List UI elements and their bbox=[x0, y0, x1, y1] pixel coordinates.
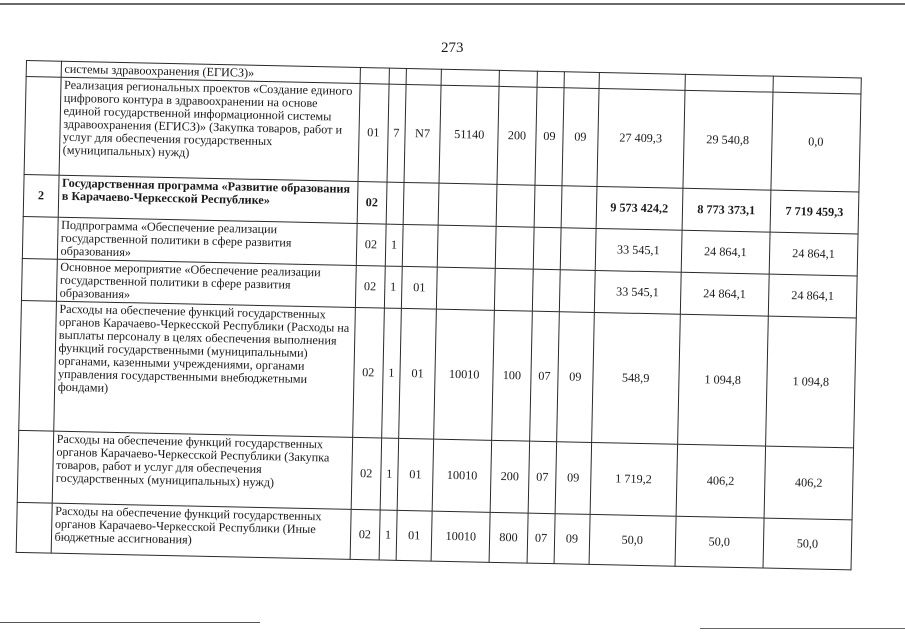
cell-c4: 10010 bbox=[434, 309, 494, 440]
cell-c6 bbox=[534, 185, 562, 228]
cell-c3 bbox=[406, 68, 442, 85]
cell-c3 bbox=[402, 224, 439, 267]
cell-no bbox=[24, 77, 61, 176]
cell-v3: 7 719 459,3 bbox=[770, 190, 859, 234]
cell-c5 bbox=[495, 226, 534, 269]
cell-c2 bbox=[386, 182, 404, 224]
cell-c1: 02 bbox=[355, 265, 385, 308]
cell-c4 bbox=[437, 267, 496, 310]
cell-v2: 29 540,8 bbox=[683, 90, 773, 190]
cell-c2: 1 bbox=[380, 438, 398, 510]
cell-c1: 02 bbox=[350, 509, 380, 560]
cell-c4: 10010 bbox=[433, 439, 492, 512]
cell-c1 bbox=[360, 67, 390, 84]
cell-c5: 200 bbox=[490, 440, 529, 513]
cell-c5 bbox=[499, 70, 537, 87]
cell-c5: 800 bbox=[489, 512, 528, 563]
cell-c6: 07 bbox=[528, 441, 557, 514]
cell-v3: 1 094,8 bbox=[765, 316, 856, 448]
cell-v1: 50,0 bbox=[589, 514, 676, 566]
cell-no bbox=[21, 258, 56, 301]
cell-c4 bbox=[441, 69, 499, 86]
cell-no bbox=[17, 430, 53, 503]
cell-c4 bbox=[438, 225, 497, 268]
table-row bbox=[24, 77, 861, 192]
cell-v1: 9 573 424,2 bbox=[596, 186, 683, 230]
page-number: 273 bbox=[441, 40, 464, 56]
cell-c2: 1 bbox=[384, 266, 402, 308]
footer-rule-right bbox=[700, 628, 905, 629]
cell-no bbox=[19, 300, 56, 431]
cell-v2: 50,0 bbox=[675, 516, 764, 568]
cell-c7 bbox=[559, 270, 594, 313]
cell-v1 bbox=[599, 73, 685, 91]
cell-v2: 1 094,8 bbox=[677, 314, 768, 446]
cell-c1: 02 bbox=[351, 437, 382, 510]
cell-c7 bbox=[560, 228, 595, 271]
cell-c6 bbox=[533, 227, 561, 270]
cell-c3 bbox=[403, 182, 440, 225]
cell-c3: 01 bbox=[398, 308, 436, 439]
cell-no bbox=[22, 216, 57, 259]
cell-v3: 406,2 bbox=[764, 446, 854, 520]
cell-v2 bbox=[685, 74, 773, 92]
cell-c3: N7 bbox=[404, 84, 442, 183]
cell-name: системы здравоохранения (ЕГИСЗ)» bbox=[61, 61, 360, 83]
footer-rule-left bbox=[0, 622, 260, 623]
cell-name: Основное мероприятие «Обеспечение реализации государственной политики в сфере развития образования» bbox=[56, 259, 356, 307]
cell-c2: 1 bbox=[385, 224, 403, 266]
cell-c5 bbox=[494, 268, 533, 311]
cell-c4 bbox=[438, 183, 497, 226]
cell-c1: 02 bbox=[356, 223, 386, 266]
cell-c5: 100 bbox=[492, 310, 532, 441]
cell-v1: 33 545,1 bbox=[595, 228, 682, 272]
cell-v2: 8 773 373,1 bbox=[682, 188, 771, 232]
cell-c2 bbox=[389, 68, 406, 84]
cell-c2: 7 bbox=[387, 84, 406, 182]
cell-c3: 01 bbox=[397, 438, 434, 511]
cell-c5: 200 bbox=[497, 86, 537, 185]
top-scan-edge bbox=[0, 3, 905, 5]
cell-c3: 01 bbox=[396, 510, 433, 561]
cell-c6 bbox=[532, 269, 560, 312]
cell-v2: 24 864,1 bbox=[681, 230, 770, 274]
cell-name: Расходы на обеспечение функций государственных органов Карачаево-Черкесской Республики (Закупка товаров, работ и услуг для обеспечения государственных (муниципальных) нужд) bbox=[52, 431, 352, 509]
cell-v3 bbox=[773, 76, 862, 94]
cell-c6 bbox=[537, 71, 565, 88]
cell-v1: 27 409,3 bbox=[597, 88, 685, 188]
cell-c7: 09 bbox=[555, 442, 591, 515]
cell-c5 bbox=[496, 184, 535, 227]
cell-c6: 07 bbox=[527, 513, 555, 564]
cell-v2: 24 864,1 bbox=[680, 272, 769, 316]
cell-c7: 09 bbox=[562, 88, 599, 187]
cell-v1: 1 719,2 bbox=[590, 442, 678, 516]
cell-v1: 33 545,1 bbox=[594, 270, 681, 314]
cell-v2: 406,2 bbox=[676, 444, 766, 518]
cell-no bbox=[26, 61, 61, 78]
cell-c7: 09 bbox=[557, 312, 594, 443]
table-row bbox=[19, 300, 857, 447]
cell-name: Реализация региональных проектов «Создание единого цифрового контура в здравоохранении на основе единой государственной информационной системы здравоохранения (ЕГИСЗ)» (Закупка товаров, работ и услуг для обеспечения государственных (муниципальных) нужд) bbox=[59, 77, 360, 181]
document-sheet bbox=[16, 60, 862, 570]
cell-c3: 01 bbox=[401, 266, 438, 309]
cell-v3: 50,0 bbox=[763, 518, 852, 570]
cell-name: Подпрограмма «Обеспечение реализации государственной политики в сфере развития образования» bbox=[57, 217, 357, 265]
cell-v1: 548,9 bbox=[591, 312, 680, 444]
cell-c2: 1 bbox=[379, 510, 397, 560]
cell-c4: 51140 bbox=[439, 85, 499, 184]
cell-c4: 10010 bbox=[431, 511, 490, 562]
cell-c6: 07 bbox=[529, 311, 559, 442]
cell-name: Расходы на обеспечение функций государственных органов Карачаево-Черкесской Республики (Иные бюджетные ассигнования) bbox=[51, 503, 351, 559]
cell-c1: 01 bbox=[358, 83, 389, 182]
cell-v3: 0,0 bbox=[771, 92, 861, 192]
cell-v3: 24 864,1 bbox=[768, 274, 857, 318]
cell-c7 bbox=[564, 72, 599, 89]
cell-c1: 02 bbox=[357, 181, 387, 224]
cell-no bbox=[16, 502, 52, 553]
cell-c1: 02 bbox=[352, 307, 384, 438]
cell-v3: 24 864,1 bbox=[769, 232, 858, 276]
cell-c2: 1 bbox=[382, 308, 402, 438]
cell-name: Государственная программа «Развитие образования в Карачаево-Черкесской Республике» bbox=[58, 175, 358, 223]
cell-no: 2 bbox=[23, 174, 58, 217]
cell-c6: 09 bbox=[535, 87, 564, 186]
cell-name: Расходы на обеспечение функций государственных органов Карачаево-Черкесской Республики (Расходы на выплаты персоналу в целях обеспечения выполнения функций государственными (муниципальными) органами, казенными учреждениями, органами управления государственными внебюджетными фондами) bbox=[53, 301, 355, 437]
cell-c7 bbox=[561, 186, 596, 229]
cell-c7: 09 bbox=[554, 514, 590, 565]
budget-table bbox=[16, 60, 862, 570]
